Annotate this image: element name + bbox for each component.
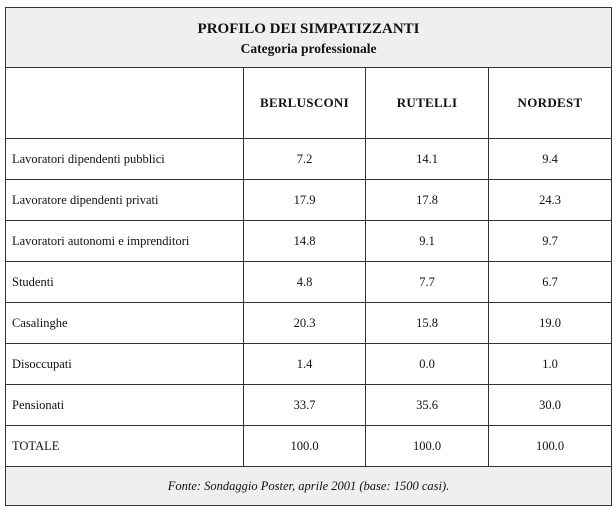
cell-value: 100.0 (244, 426, 366, 467)
cell-value: 19.0 (489, 303, 612, 344)
cell-value: 1.4 (244, 344, 366, 385)
cell-value: 0.0 (366, 344, 489, 385)
row-label: TOTALE (6, 426, 244, 467)
row-label: Lavoratori autonomi e imprenditori (6, 221, 244, 262)
cell-value: 100.0 (489, 426, 612, 467)
cell-value: 24.3 (489, 180, 612, 221)
cell-value: 4.8 (244, 262, 366, 303)
column-header-nordest: NORDEST (489, 68, 612, 139)
table-row (6, 344, 612, 385)
cell-value: 1.0 (489, 344, 612, 385)
column-header-rutelli: RUTELLI (366, 68, 489, 139)
cell-value: 17.9 (244, 180, 366, 221)
cell-value: 15.8 (366, 303, 489, 344)
row-label: Studenti (6, 262, 244, 303)
row-label: Lavoratori dipendenti pubblici (6, 139, 244, 180)
cell-value: 14.1 (366, 139, 489, 180)
cell-value: 35.6 (366, 385, 489, 426)
cell-value: 9.7 (489, 221, 612, 262)
cell-value: 17.8 (366, 180, 489, 221)
column-header-berlusconi: BERLUSCONI (244, 68, 366, 139)
table-title: PROFILO DEI SIMPATIZZANTI (197, 20, 420, 37)
cell-value: 9.4 (489, 139, 612, 180)
row-label: Lavoratore dipendenti privati (6, 180, 244, 221)
cell-value: 9.1 (366, 221, 489, 262)
cell-value: 14.8 (244, 221, 366, 262)
row-label: Casalinghe (6, 303, 244, 344)
table-row (6, 262, 612, 303)
row-label: Disoccupati (6, 344, 244, 385)
total-row (6, 426, 612, 467)
table-row (6, 385, 612, 426)
table-row (6, 303, 612, 344)
cell-value: 30.0 (489, 385, 612, 426)
header-row (6, 68, 612, 139)
table-row (6, 139, 612, 180)
table-row (6, 180, 612, 221)
cell-value: 6.7 (489, 262, 612, 303)
source-footnote: Fonte: Sondaggio Poster, aprile 2001 (base: 1500 casi). (6, 467, 612, 506)
table-title-cell (6, 8, 612, 68)
header-empty-cell (6, 68, 244, 139)
cell-value: 20.3 (244, 303, 366, 344)
table-container (5, 7, 612, 506)
data-table (5, 7, 612, 506)
row-label: Pensionati (6, 385, 244, 426)
cell-value: 7.7 (366, 262, 489, 303)
table-subtitle: Categoria professionale (240, 40, 377, 56)
table-row (6, 221, 612, 262)
cell-value: 7.2 (244, 139, 366, 180)
cell-value: 33.7 (244, 385, 366, 426)
cell-value: 100.0 (366, 426, 489, 467)
